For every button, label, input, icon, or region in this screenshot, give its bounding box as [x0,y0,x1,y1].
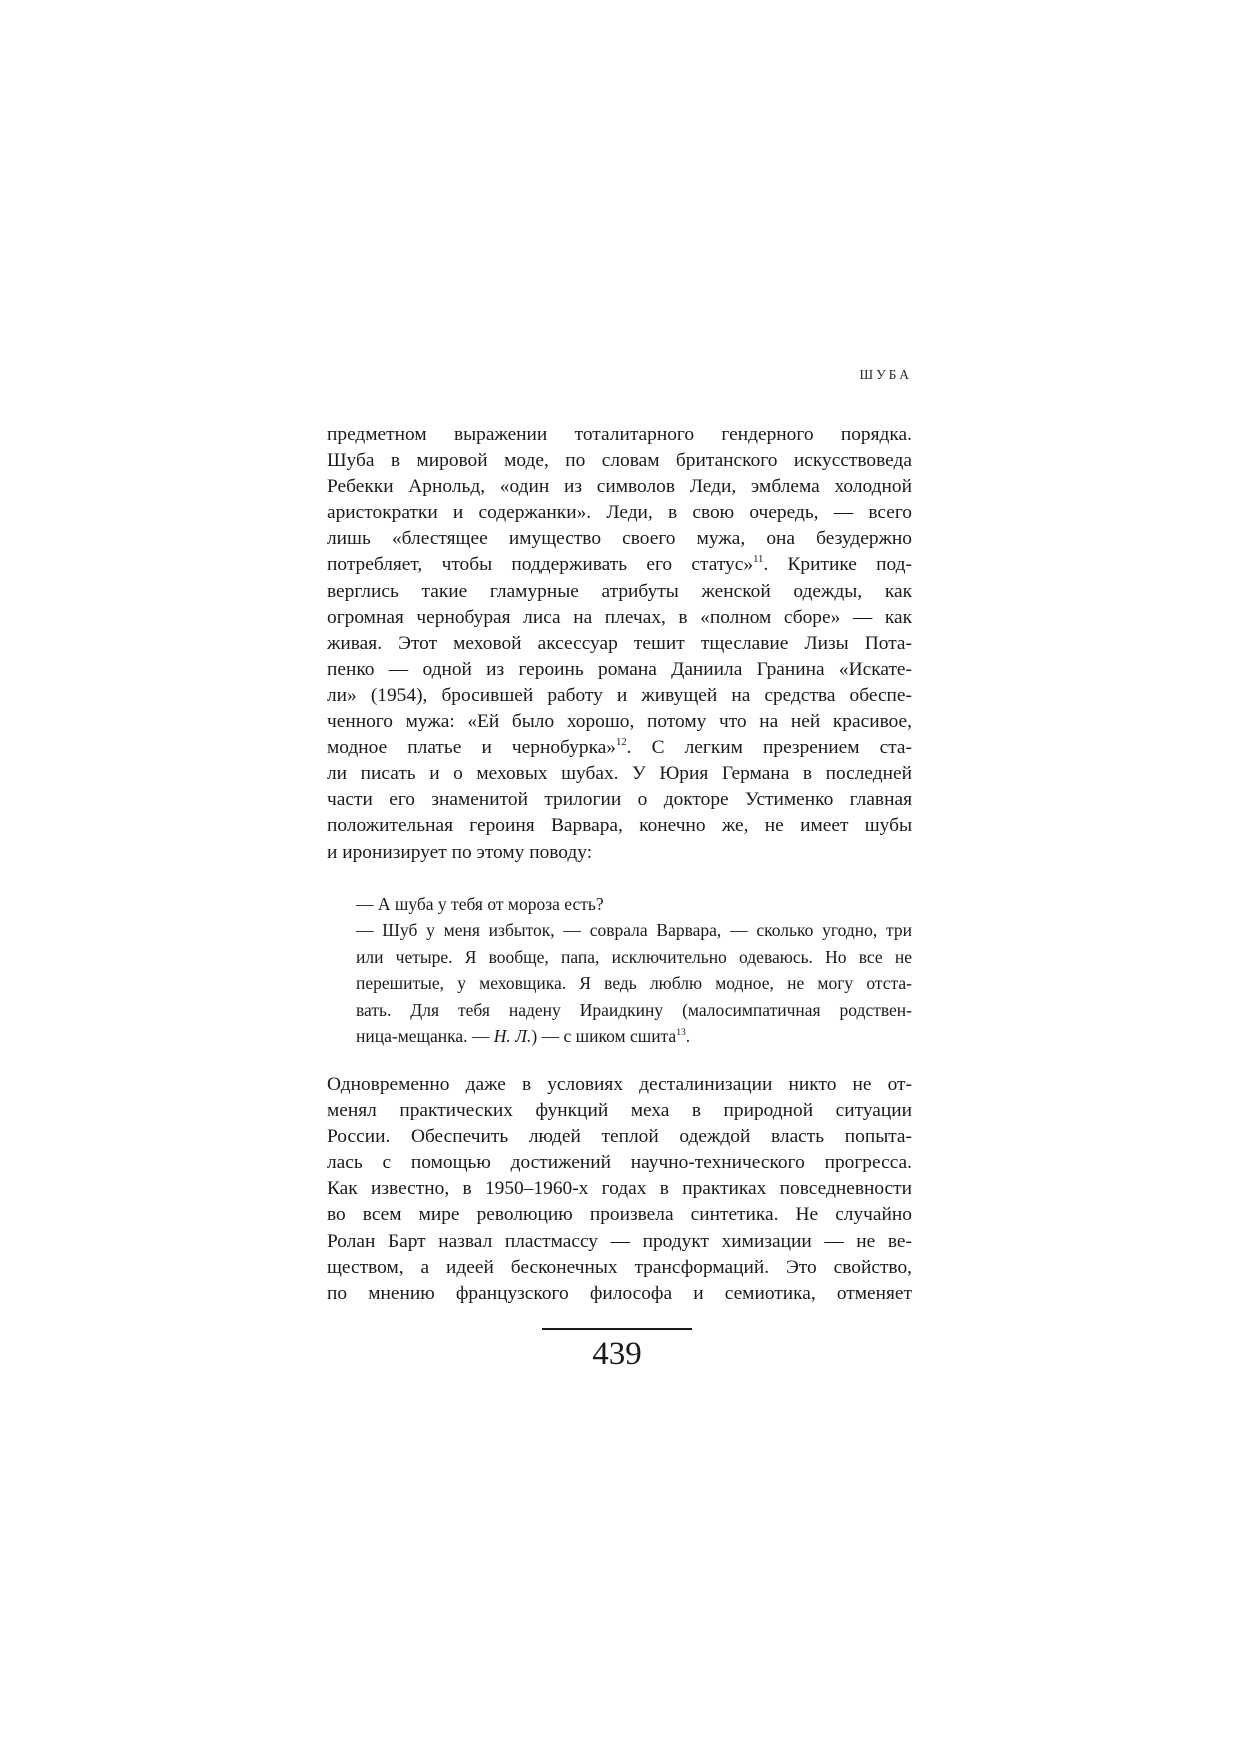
text-line: положительная героиня Варвара, конечно же, не имеет шубы [327,815,912,837]
text-line: части его знаменитой трилогии о докторе Устименко главная [327,789,912,811]
text-line: Шуба в мировой моде, по словам британского искусствоведа [327,450,912,472]
text-segment: . Критике под- [763,554,912,576]
text-line: предметном выражении тоталитарного гендерного порядка. [327,424,912,445]
text-line: огромная чернобурая лиса на плечах, в «полном сборе» — как [327,606,912,628]
text-line: России. Обеспечить людей теплой одеждой власть попыта- [327,1126,912,1148]
quote-line-with-footnote [356,1023,912,1049]
text-line: по мнению французского философа и семиотика, отменяет [327,1282,912,1304]
text-line: Ребекки Арнольд, «один из символов Леди, эмблема холодной [327,476,912,498]
text-line: аристократки и содержанки». Леди, в свою очередь, — всего [327,502,912,524]
page-number-rule [542,1328,692,1330]
text-segment: ) — с шиком сшита [531,1025,677,1046]
author-initials: Н. Л. [493,1025,532,1046]
text-line-with-footnote [327,552,912,578]
text-line: ли» (1954), бросившей работу и живущей на средства обеспе- [327,684,912,706]
text-line: ченного мужа: «Ей было хорошо, потому что на ней красивое, [327,711,912,733]
quote-line: вать. Для тебя надену Ираидкину (малосимпатичная родствен- [356,999,912,1020]
page-number: 439 [592,1336,642,1372]
text-segment: потребляет, чтобы поддерживать его статус» [327,554,754,576]
text-line: лишь «блестящее имущество своего мужа, она безудержно [327,528,912,550]
text-line: Как известно, в 1950–1960-х годах в практиках повседневности [327,1178,912,1200]
text-line: во всем мире революцию произвела синтетика. Не случайно [327,1204,912,1226]
footnote-ref-12: 12 [616,736,627,749]
text-line: верглись такие гламурные атрибуты женской одежды, как [327,580,912,602]
quote-line: — Шуб у меня избыток, — соврала Варвара, — сколько угодно, три [356,920,912,941]
quote-line: перешитые, у меховщика. Я ведь люблю модное, не могу отста- [356,973,912,994]
text-line: ществом, а идеей бесконечных трансформаций. Это свойство, [327,1256,912,1278]
text-line: лась с помощью достижений научно-технического прогресса. [327,1152,912,1174]
text-line: пенко — одной из героинь романа Даниила Гранина «Искате- [327,658,912,680]
footnote-ref-13: 13 [676,1026,686,1038]
text-line: живая. Этот меховой аксессуар тешит тщеславие Лизы Пота- [327,632,912,654]
text-segment: модное платье и чернобурка» [327,737,616,759]
text-line: ли писать и о меховых шубах. У Юрия Германа в последней [327,763,912,785]
text-line: и иронизирует по этому поводу: [327,841,593,863]
quote-line: или четыре. Я вообще, папа, исключительно одеваюсь. Но все не [356,946,912,967]
text-line: Одновременно даже в условиях десталинизации никто не от- [327,1074,912,1095]
block-quote [356,891,912,1049]
running-head: ШУБА [859,367,912,382]
paragraph-1 [327,422,912,866]
text-segment: . [685,1025,691,1046]
text-segment: ница-мещанка. — [356,1025,494,1046]
footnote-ref-11: 11 [753,553,764,566]
text-segment: . С легким презрением ста- [626,737,912,759]
text-line-with-footnote [327,735,912,761]
text-line: Ролан Барт назвал пластмассу — продукт химизации — не ве- [327,1230,912,1252]
paragraph-2 [327,1072,912,1307]
text-line: менял практических функций меха в природной ситуации [327,1100,912,1122]
quote-line: — А шуба у тебя от мороза есть? [356,894,604,914]
